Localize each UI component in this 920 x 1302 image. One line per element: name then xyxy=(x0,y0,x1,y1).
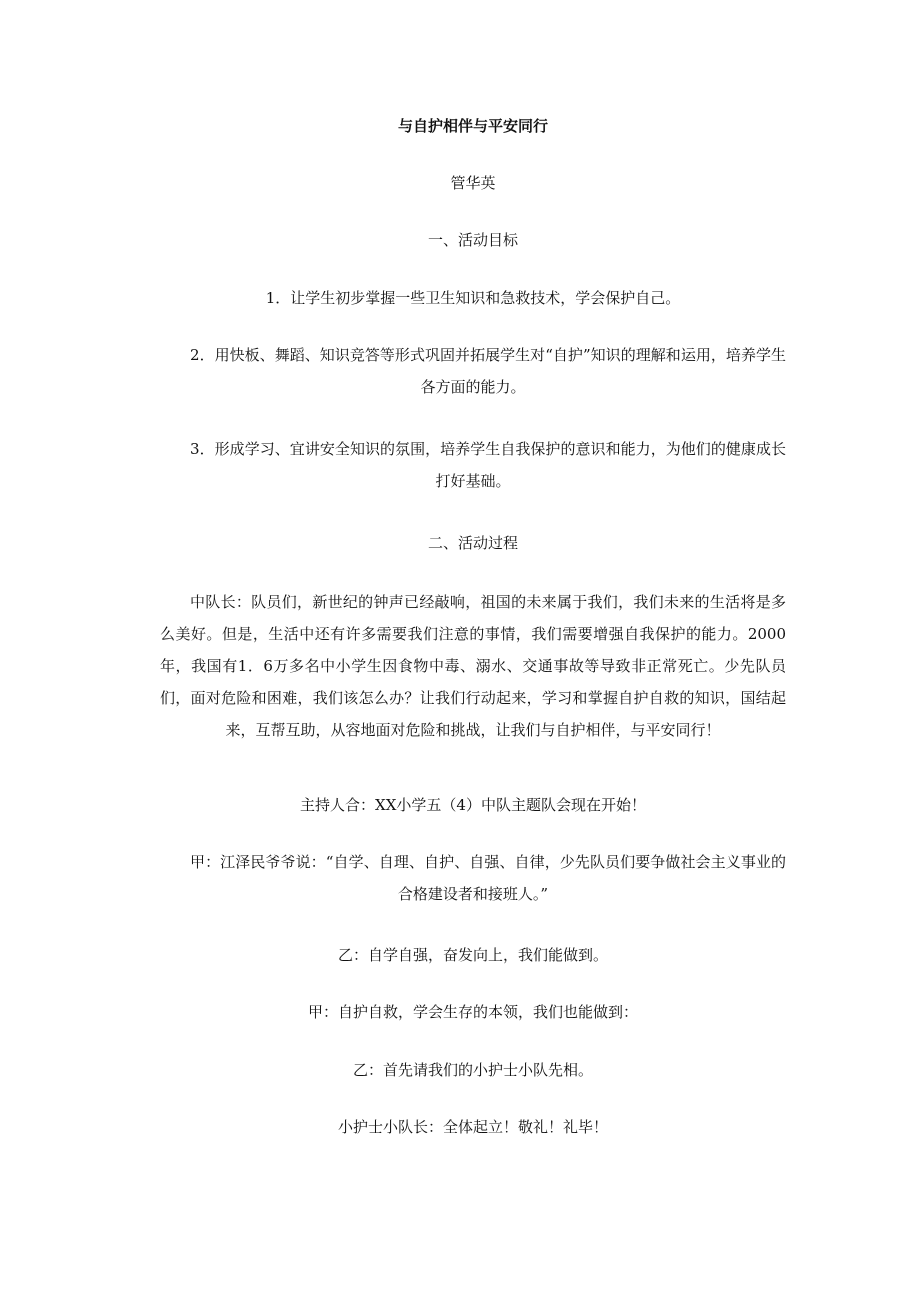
goal-item-2: 2．用快板、舞蹈、知识竞答等形式巩固并拓展学生对“自护”知识的理解和运用，培养学生各方面的能力。 xyxy=(190,346,786,396)
speaker-yi-line-2: 乙：首先请我们的小护士小队先相。 xyxy=(352,1061,593,1079)
captain-speech-paragraph: 中队长：队员们，新世纪的钟声已经敲响，祖国的未来属于我们，我们未来的生活将是多么美好。但是，生活中还有许多需要我们注意的事情，我们需要增强自我保护的能力。2000年，我国有1．6万多名中小学生因食物中毒、溺水、交通事故等导致非正常死亡。少先队员们，面对危险和困难，我们该怎么办？让我们行动起来，学习和掌握自护自救的知识，国结起来，互帮互助，从容地面对危险和挑战，让我们与自护相伴，与平安同行！ xyxy=(160,593,786,739)
speaker-jia-line-2: 甲：自护自救，学会生存的本领，我们也能做到： xyxy=(307,1003,638,1021)
goal-item-1: 1．让学生初步掌握一些卫生知识和急救技术，学会保护自己。 xyxy=(265,289,681,307)
author-name: 管华英 xyxy=(450,174,496,192)
speaker-yi-line-1: 乙：自学自强，奋发向上，我们能做到。 xyxy=(337,946,608,964)
host-announcement: 主持人合：XX小学五（4）中队主题队会现在开始！ xyxy=(300,796,646,814)
goal-item-3: 3．形成学习、宜讲安全知识的氛围，培养学生自我保护的意识和能力，为他们的健康成长打好基础。 xyxy=(190,440,786,490)
document-title: 与自护相伴与平安同行 xyxy=(397,117,548,135)
speaker-jia-quote: 甲：江泽民爷爷说：“自学、自理、自护、自强、自律，少先队员们要争做社会主义事业的合格建设者和接班人。” xyxy=(190,853,786,903)
section-heading-goals: 一、活动目标 xyxy=(427,231,518,249)
section-heading-process: 二、活动过程 xyxy=(427,534,518,552)
nurse-leader-command: 小护士小队长：全体起立！敬礼！礼毕！ xyxy=(337,1118,608,1136)
